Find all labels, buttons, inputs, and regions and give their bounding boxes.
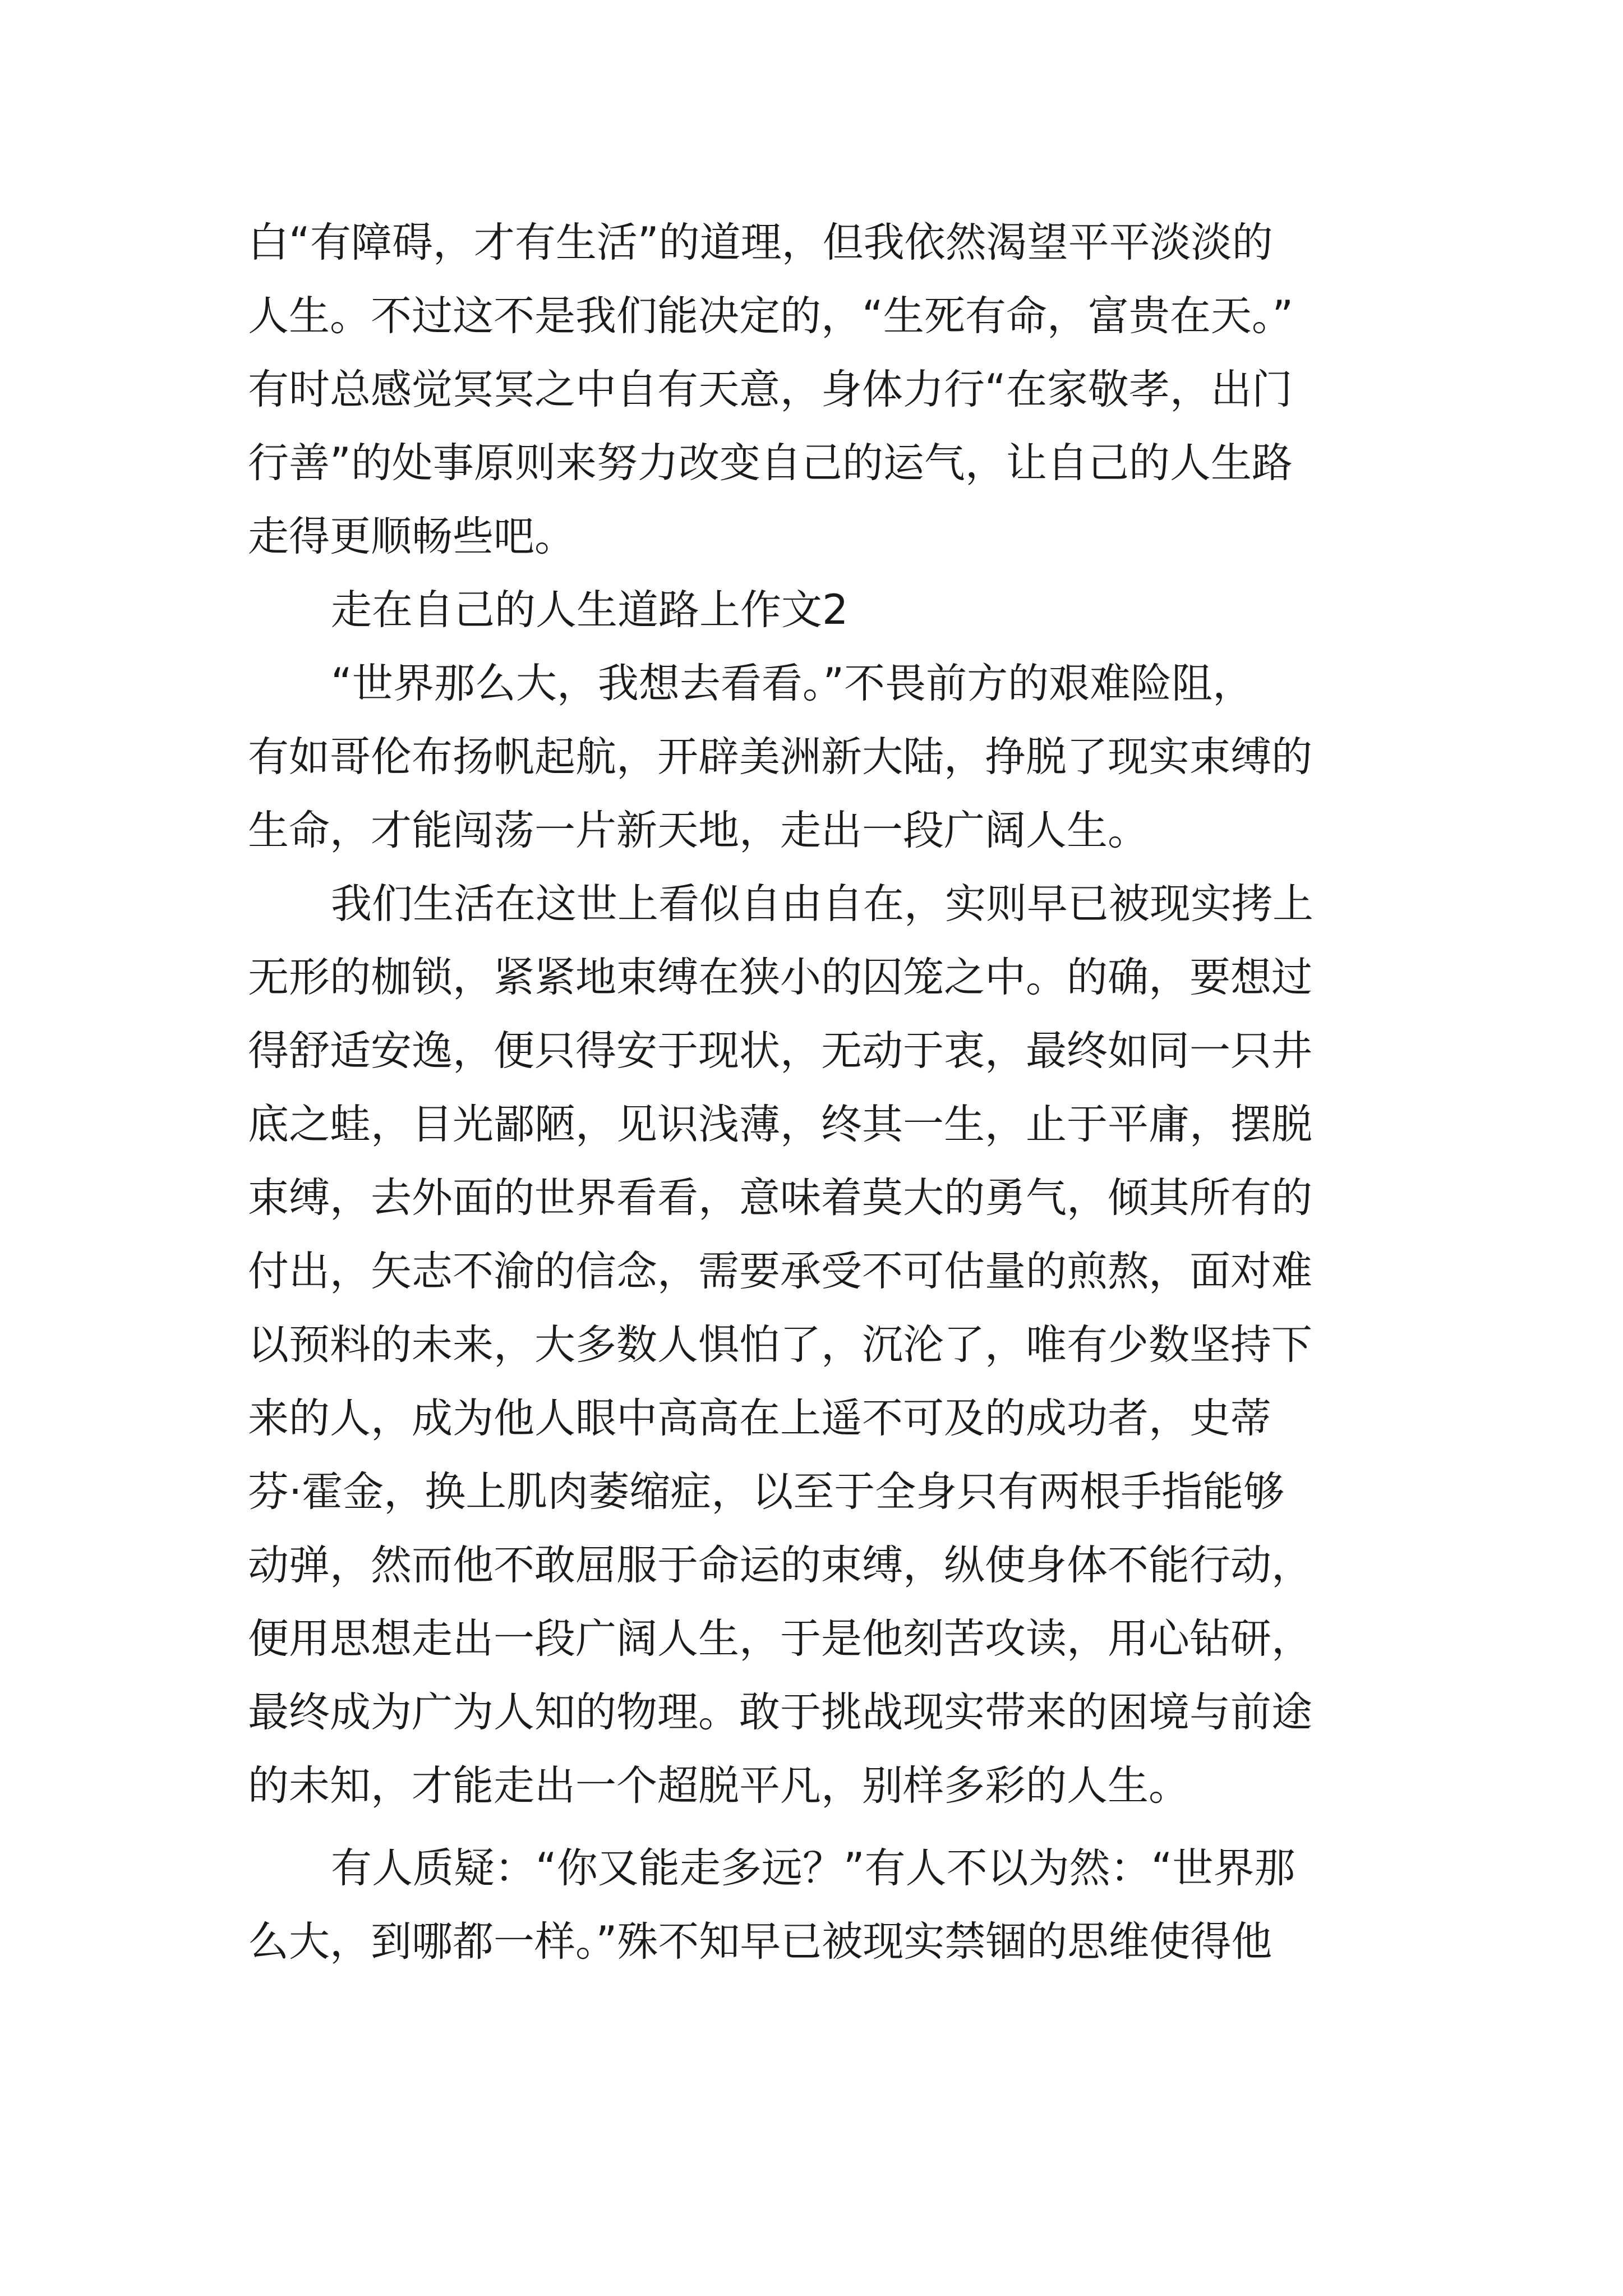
text-line bbox=[0, 1456, 1623, 1529]
line-text: 芬·霍金，换上肌肉萎缩症，以至于全身只有两根手指能够 bbox=[248, 1468, 1285, 1516]
line-text: 便用思想走出一段广阔人生，于是他刻苦攻读，用心钻研， bbox=[248, 1615, 1312, 1663]
line-text: 有如哥伦布扬帆起航，开辟美洲新大陆，挣脱了现实束缚的 bbox=[248, 733, 1312, 781]
text-line bbox=[0, 500, 1623, 573]
section-title bbox=[0, 574, 1623, 647]
line-text: “世界那么大，我想去看看。”不畏前方的艰难险阻， bbox=[331, 660, 1254, 707]
text-line bbox=[0, 941, 1623, 1014]
line-text: 的未知，才能走出一个超脱平凡，别样多彩的人生。 bbox=[248, 1762, 1189, 1810]
line-text: 来的人，成为他人眼中高高在上遥不可及的成功者，史蒂 bbox=[248, 1395, 1271, 1442]
line-text: 么大，到哪都一样。”殊不知早已被现实禁锢的思维使得他 bbox=[248, 1918, 1272, 1966]
text-line bbox=[0, 1015, 1623, 1088]
text-line bbox=[0, 1832, 1623, 1905]
line-text: 以预料的未来，大多数人惧怕了，沉沦了，唯有少数坚持下 bbox=[248, 1321, 1312, 1369]
line-text: 生命，才能闯荡一片新天地，走出一段广阔人生。 bbox=[248, 807, 1149, 854]
text-line bbox=[0, 1382, 1623, 1455]
text-line bbox=[0, 427, 1623, 500]
line-text: 有人质疑：“你又能走多远？”有人不以为然：“世界那 bbox=[331, 1844, 1295, 1892]
line-text: 有时总感觉冥冥之中自有天意，身体力行“在家敬孝，出门 bbox=[248, 366, 1293, 413]
text-line bbox=[0, 1750, 1623, 1823]
text-line bbox=[0, 1162, 1623, 1235]
text-line bbox=[0, 1088, 1623, 1161]
line-text: 白“有障碍，才有生活”的道理，但我依然渴望平平淡淡的 bbox=[248, 219, 1273, 266]
line-text: 得舒适安逸，便只得安于现状，无动于衷，最终如同一只井 bbox=[248, 1027, 1312, 1075]
line-text: 束缚，去外面的世界看看，意味着莫大的勇气，倾其所有的 bbox=[248, 1174, 1312, 1222]
text-line bbox=[0, 1676, 1623, 1749]
line-text: 最终成为广为人知的物理。敢于挑战现实带来的困境与前途 bbox=[248, 1688, 1312, 1736]
text-line bbox=[0, 1309, 1623, 1382]
text-line bbox=[0, 280, 1623, 353]
line-text: 底之蛙，目光鄙陋，见识浅薄，终其一生，止于平庸，摆脱 bbox=[248, 1101, 1312, 1148]
line-text: 行善”的处事原则来努力改变自己的运气，让自己的人生路 bbox=[248, 439, 1293, 487]
line-text: 我们生活在这世上看似自由自在，实则早已被现实拷上 bbox=[331, 880, 1313, 928]
text-line bbox=[0, 794, 1623, 867]
text-line bbox=[0, 353, 1623, 426]
line-text: 人生。不过这不是我们能决定的，“生死有命，富贵在天。” bbox=[248, 292, 1294, 340]
line-text: 动弹，然而他不敢屈服于命运的束缚，纵使身体不能行动， bbox=[248, 1542, 1312, 1589]
text-line bbox=[0, 721, 1623, 794]
text-line bbox=[0, 1529, 1623, 1602]
text-line bbox=[0, 647, 1623, 720]
text-line bbox=[0, 206, 1623, 279]
line-text: 走得更顺畅些吧。 bbox=[248, 513, 575, 560]
section-title-text: 走在自己的人生道路上作文2 bbox=[331, 586, 849, 634]
text-line bbox=[0, 868, 1623, 941]
text-line bbox=[0, 1235, 1623, 1308]
text-line bbox=[0, 1603, 1623, 1676]
line-text: 付出，矢志不渝的信念，需要承受不可估量的煎熬，面对难 bbox=[248, 1248, 1312, 1295]
line-text: 无形的枷锁，紧紧地束缚在狭小的囚笼之中。的确，要想过 bbox=[248, 954, 1312, 1001]
text-line bbox=[0, 1906, 1623, 1978]
